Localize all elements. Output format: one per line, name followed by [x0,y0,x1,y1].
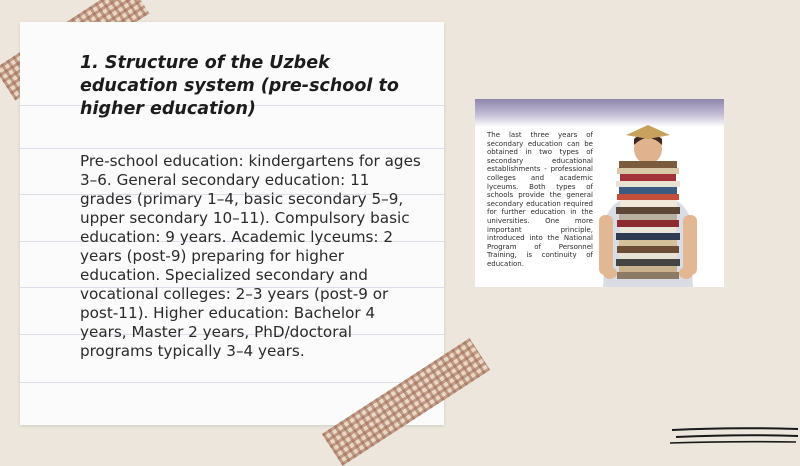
photo-caption-text: The last three years of secondary education can be obtained in two types of secondary educational establishments - professional colleges and academic lyceums. Both types of schools provide the general secondary education required for further education in the universities. One more important principle, introduced into the National Program of Personnel Training, is continuity of education. [487,131,593,268]
slide-title: 1. Structure of the Uzbek education system (pre-school to higher education) [80,53,399,119]
slide-body-text: Pre-school education: kindergartens for ages 3–6. General secondary education: 11 grades (primary 1–4, basic secondary 5–9, upper secondary 10–11). Compulsory basic education: 9 years. Academic lyceums: 2 years (post-9) preparing for higher education. Specialized secondary and vocational colleges: 2–3 years (post-9 or post-11). Higher education: Bachelor 4 years, Master 2 years, PhD/doctoral programs typically 3–4 years. [80,152,421,360]
note-paper [20,22,444,425]
student-books-photo [475,99,724,287]
paper-rule [20,382,444,383]
book-stack-illustration [593,123,703,287]
decorative-lines [670,424,800,448]
paper-rule [20,148,444,149]
